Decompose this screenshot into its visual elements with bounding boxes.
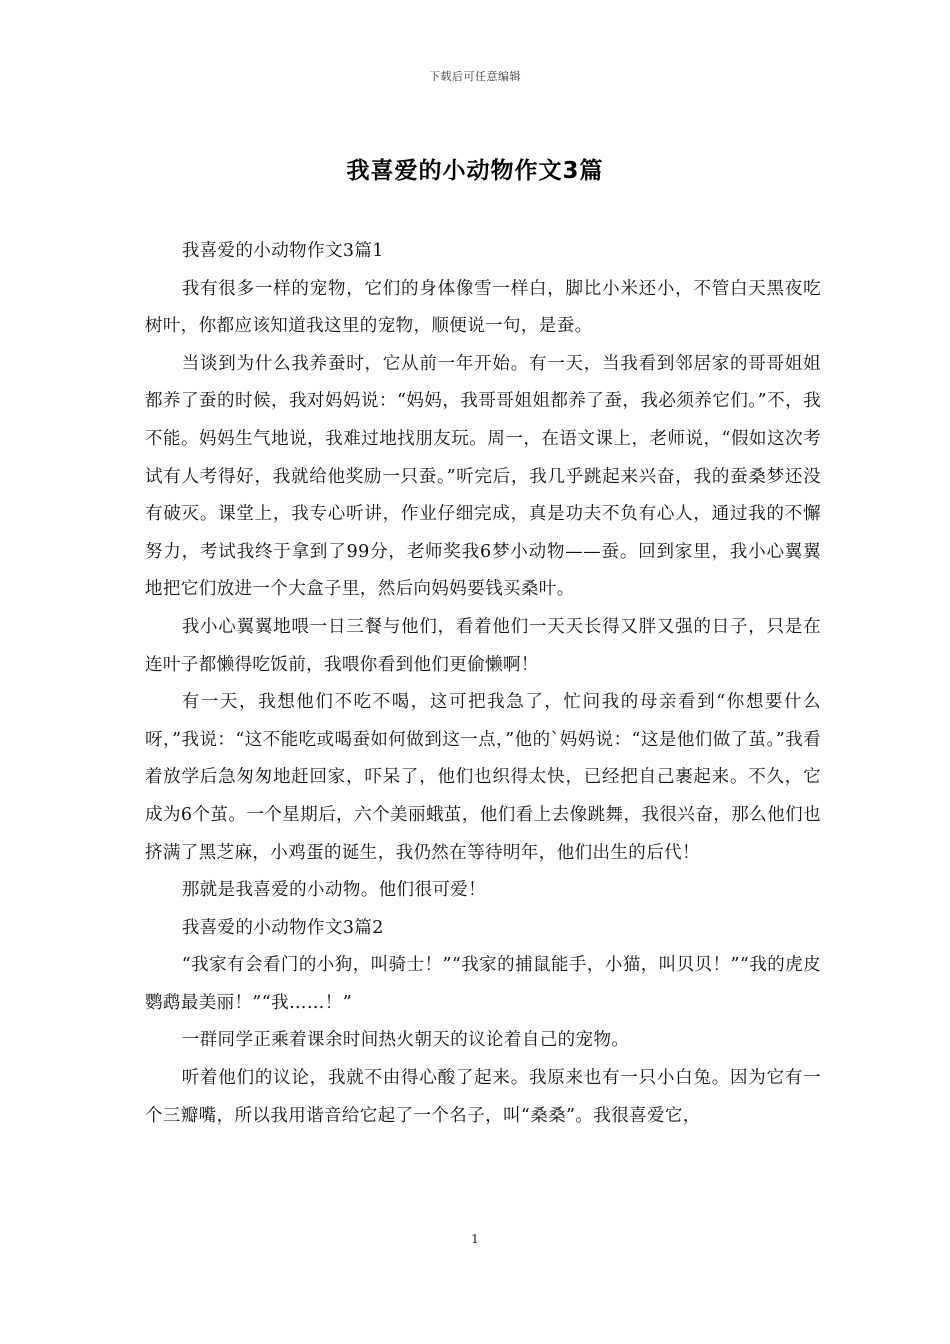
paragraph: 我小心翼翼地喂一日三餐与他们，看着他们一天天长得又胖又强的日子，只是在连叶子都懒得吃饭前，我喂你看到他们更偷懒啊！	[145, 616, 821, 675]
section-heading-2: 我喜爱的小动物作文3篇2	[181, 917, 384, 938]
paragraph: 当谈到为什么我养蚕时，它从前一年开始。有一天，当我看到邻居家的哥哥姐姐都养了蚕的时候，我对妈妈说：“妈妈，我哥哥姐姐都养了蚕，我必须养它们。”不，我不能。妈妈生气地说，我难过地找朋友玩。周一，在语文课上，老师说，“假如这次考试有人考得好，我就给他奖励一只蚕。”听完后，我几乎跳起来兴奋，我的蚕桑梦还没有破灭。课堂上，我专心听讲，作业仔细完成，真是功夫不负有心人，通过我的不懈努力，考试我终于拿到了99分，老师奖我6梦小动物——蚕。回到家里，我小心翼翼地把它们放进一个大盒子里，然后向妈妈要钱买桑叶。	[145, 353, 821, 600]
section-heading-1: 我喜爱的小动物作文3篇1	[181, 241, 384, 261]
paragraph: “我家有会看门的小狗，叫骑士！”“我家的捕鼠能手，小猫，叫贝贝！”“我的虎皮鹦鹉最美丽！”“我……！”	[145, 955, 821, 1013]
document-title: 我喜爱的小动物作文3篇	[346, 158, 604, 184]
paragraph: 听着他们的议论，我就不由得心酸了起来。我原来也有一只小白兔。因为它有一个三瓣嘴，所以我用谐音给它起了一个名子，叫“桑桑”。我很喜爱它，	[145, 1068, 821, 1126]
document-body	[145, 233, 821, 1135]
page-number: 1	[471, 1232, 479, 1246]
paragraph: 一群同学正乘着课余时间热火朝天的议论着自己的宠物。	[181, 1030, 630, 1051]
paragraph: 我有很多一样的宠物，它们的身体像雪一样白，脚比小米还小，不管白天黑夜吃树叶，你都应该知道我这里的宠物，顺便说一句，是蚕。	[145, 278, 821, 337]
paragraph: 那就是我喜爱的小动物。他们很可爱！	[181, 880, 487, 901]
paragraph: 有一天，我想他们不吃不喝，这可把我急了，忙问我的母亲看到“你想要什么呀，”我说：“这不能吃或喝蚕如何做到这一点，”他的`妈妈说：“这是他们做了茧。”我看着放学后急匆匆地赶回家，吓呆了，他们也织得太快，已经把自己裹起来。不久，它成为6个茧。一个星期后，六个美丽蛾茧，他们看上去像跳舞，我很兴奋，那么他们也挤满了黑芝麻，小鸡蛋的诞生，我仍然在等待明年，他们出生的后代！	[145, 692, 821, 863]
header-note: 下载后可任意编辑	[429, 70, 521, 83]
